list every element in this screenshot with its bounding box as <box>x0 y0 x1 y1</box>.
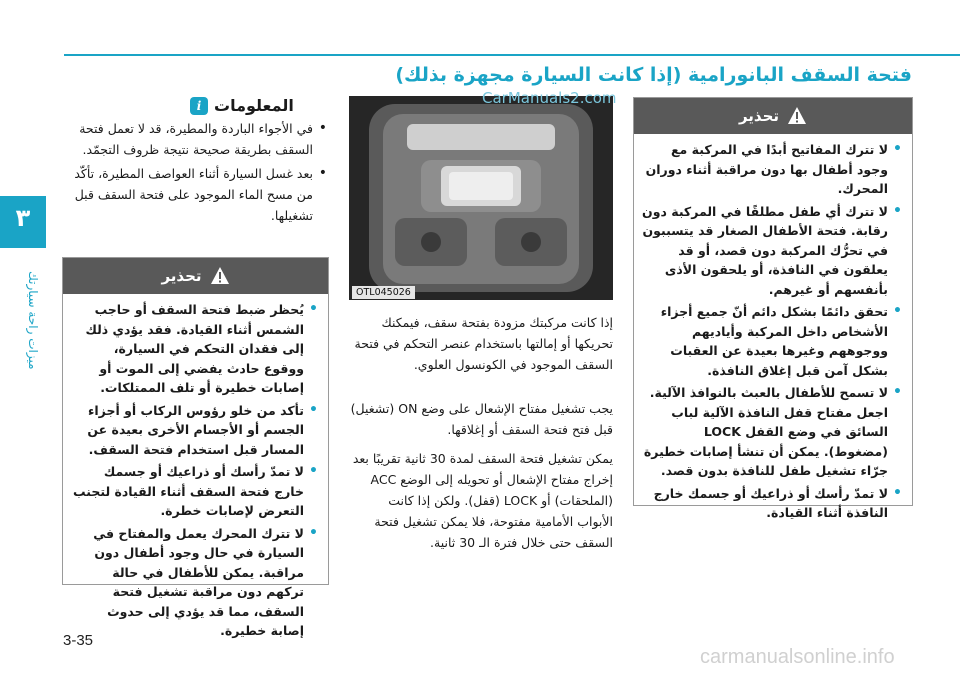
chapter-number: ٣ <box>15 204 31 232</box>
warning-triangle-icon <box>210 266 230 286</box>
list-item: • تحقق دائمًا بشكل دائم أنّ جميع أجزاء الأشخاص داخل المركبة وأياديهم ووجوههم وغيرها بعيدة عن العقبات بشكل آمن قبل إغلاق النافذة. <box>642 302 902 380</box>
info-list <box>62 118 327 229</box>
body-paragraph-2: يجب تشغيل مفتاح الإشعال على وضع ON (تشغيل) قبل فتح فتحة السقف أو إغلاقها. <box>350 401 613 437</box>
list-item: • لا تترك المفاتيح أبدًا في المركبة مع وجود أطفال بها دون مراقبة أثناء دوران المحرك. <box>642 140 902 199</box>
list-item: • لا تترك أي طفل مطلقًا في المركبة دون رقابة. فتحة الأطفال الصغار قد يتسببون في تحرُّك المركبة دون قصد، أو قد يعلقون في النافذة، أو يلحقون الأذى بأنفسهم أو غيرهم. <box>642 202 902 300</box>
chapter-label: ميزات راحة سيارتك <box>26 270 40 370</box>
overhead-console-photo <box>349 96 613 300</box>
body-paragraph-3: يمكن تشغيل فتحة السقف لمدة 30 ثانية تقريبًا بعد إخراج مفتاح الإشعال أو تحويله إلى الوضع ACC (الملحقات) أو LOCK (قفل). ولكن إذا كانت الأبواب الأمامية مفتوحة، فلا يمكن تشغيل فتحة السقف حتى خلال فترة الـ 30 ثانية. <box>352 451 613 550</box>
info-heading <box>190 96 324 115</box>
list-item: • لا تمدّ رأسك أو ذراعيك أو جسمك خارج فتحة السقف أثناء القيادة لتجنب التعرض لإصابات خطرة. <box>71 462 318 521</box>
list-item: • لا تترك المحرك يعمل والمفتاح في السيارة في حال وجود أطفال دون مراقبة. يمكن للأطفال في حالة تركهم دون مراقبة تشغيل فتحة السقف، مما قد يؤدي إلى حدوث إصابة خطيرة. <box>71 524 318 641</box>
info-icon: i <box>190 97 208 115</box>
warning-triangle-icon <box>787 106 807 126</box>
left-warning-list <box>63 294 328 650</box>
header-rule <box>64 54 960 56</box>
warning-heading <box>63 258 328 294</box>
list-item: • في الأجواء الباردة والمطيرة، قد لا تعمل فتحة السقف بطريقة صحيحة نتيجة ظروف التجمّد. <box>62 118 327 160</box>
section-title: فتحة السقف البانورامية (إذا كانت السيارة مجهزة بذلك) <box>395 64 912 86</box>
page-number: 3-35 <box>63 632 94 649</box>
sunroof-switch-illustration <box>349 96 613 300</box>
left-warning-box <box>62 257 329 638</box>
list-item: • يُحظر ضبط فتحة السقف أو حاجب الشمس أثناء القيادة. فقد يؤدي ذلك إلى فقدان التحكم في السيارة، ووقوع حادث يفضي إلى الموت أو إصابات خطيرة أو تلف الممتلكات. <box>71 300 318 398</box>
list-item: • لا تمدّ رأسك أو ذراعيك أو جسمك خارج النافذة أثناء القيادة. <box>642 484 902 523</box>
info-heading-label: المعلومات <box>214 96 294 115</box>
list-item: • بعد غسل السيارة أثناء العواصف المطيرة، تأكّد من مسح الماء الموجود على فتحة السقف قبل تشغيلها. <box>62 163 327 226</box>
footer-url: carmanualsonline.info <box>700 646 895 668</box>
watermark-text: CarManuals2.com <box>482 89 617 107</box>
list-item: • لا تسمح للأطفال بالعبث بالنوافذ الآلية. اجعل مفتاح قفل النافذة الآلية لباب السائق في وضع القفل LOCK (مضغوط). يمكن أن تنشأ إصابات خطيرة جرّاء تشغيل طفل للنافذة بدون قصد. <box>642 383 902 481</box>
warning-heading-label: تحذير <box>161 267 202 285</box>
right-warning-box <box>633 97 913 520</box>
image-code: OTL045026 <box>352 286 415 299</box>
body-paragraph-1: إذا كانت مركبتك مزودة بفتحة سقف، فيمكنك تحريكها أو إمالتها باستخدام عنصر التحكم في فتحة السقف الموجود في الكونسول العلوي. <box>354 315 613 372</box>
list-item: • تأكد من خلو رؤوس الركاب أو أجزاء الجسم أو الأجسام الأخرى بعيدة عن المسار قبل استخدام فتحة السقف. <box>71 401 318 460</box>
warning-heading-label: تحذير <box>738 107 780 125</box>
warning-heading <box>634 98 912 134</box>
right-warning-list <box>634 134 912 532</box>
